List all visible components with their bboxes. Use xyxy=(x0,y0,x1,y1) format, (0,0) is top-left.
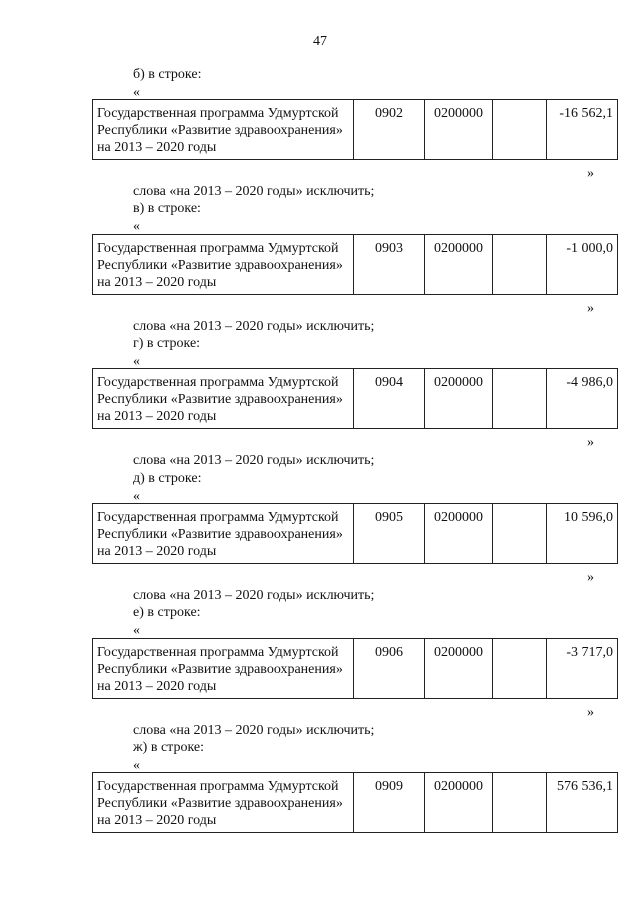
amount-cell: 10 596,0 xyxy=(547,504,618,564)
program-name-cell: Государственная программа Удмуртской Республики «Развитие здравоохранения» на 2013 – 2020 годы xyxy=(93,639,354,699)
open-quote: « xyxy=(133,489,140,504)
entry-heading: в) в строке: xyxy=(133,201,201,216)
expense-type-cell xyxy=(493,773,547,833)
expense-type-cell xyxy=(493,100,547,160)
table-row xyxy=(93,504,618,564)
close-quote: » xyxy=(587,435,594,450)
page-number: 47 xyxy=(313,34,327,49)
amount-cell: -3 717,0 xyxy=(547,639,618,699)
delete-instruction: слова «на 2013 – 2020 годы» исключить; xyxy=(133,319,375,334)
delete-instruction: слова «на 2013 – 2020 годы» исключить; xyxy=(133,723,375,738)
close-quote: » xyxy=(587,301,594,316)
program-name-cell: Государственная программа Удмуртской Республики «Развитие здравоохранения» на 2013 – 2020 годы xyxy=(93,773,354,833)
table-row xyxy=(93,639,618,699)
program-name-cell: Государственная программа Удмуртской Республики «Развитие здравоохранения» на 2013 – 2020 годы xyxy=(93,100,354,160)
close-quote: » xyxy=(587,570,594,585)
section-code-cell: 0906 xyxy=(354,639,425,699)
target-code-cell: 0200000 xyxy=(425,504,493,564)
section-code-cell: 0903 xyxy=(354,235,425,295)
section-code-cell: 0904 xyxy=(354,369,425,429)
budget-table xyxy=(92,368,618,429)
table-row xyxy=(93,235,618,295)
budget-table xyxy=(92,772,618,833)
open-quote: « xyxy=(133,758,140,773)
amount-cell: 576 536,1 xyxy=(547,773,618,833)
open-quote: « xyxy=(133,219,140,234)
entry-heading: е) в строке: xyxy=(133,605,201,620)
section-code-cell: 0902 xyxy=(354,100,425,160)
delete-instruction: слова «на 2013 – 2020 годы» исключить; xyxy=(133,588,375,603)
open-quote: « xyxy=(133,354,140,369)
budget-table xyxy=(92,638,618,699)
program-name-cell: Государственная программа Удмуртской Республики «Развитие здравоохранения» на 2013 – 2020 годы xyxy=(93,235,354,295)
open-quote: « xyxy=(133,623,140,638)
amount-cell: -4 986,0 xyxy=(547,369,618,429)
table-row xyxy=(93,369,618,429)
delete-instruction: слова «на 2013 – 2020 годы» исключить; xyxy=(133,453,375,468)
expense-type-cell xyxy=(493,369,547,429)
open-quote: « xyxy=(133,85,140,100)
expense-type-cell xyxy=(493,504,547,564)
target-code-cell: 0200000 xyxy=(425,235,493,295)
budget-table xyxy=(92,99,618,160)
target-code-cell: 0200000 xyxy=(425,773,493,833)
expense-type-cell xyxy=(493,639,547,699)
target-code-cell: 0200000 xyxy=(425,100,493,160)
target-code-cell: 0200000 xyxy=(425,639,493,699)
close-quote: » xyxy=(587,166,594,181)
table-row xyxy=(93,773,618,833)
target-code-cell: 0200000 xyxy=(425,369,493,429)
table-row xyxy=(93,100,618,160)
budget-table xyxy=(92,234,618,295)
program-name-cell: Государственная программа Удмуртской Республики «Развитие здравоохранения» на 2013 – 2020 годы xyxy=(93,369,354,429)
amount-cell: -16 562,1 xyxy=(547,100,618,160)
entry-heading: б) в строке: xyxy=(133,67,202,82)
entry-heading: г) в строке: xyxy=(133,336,201,351)
close-quote: » xyxy=(587,705,594,720)
delete-instruction: слова «на 2013 – 2020 годы» исключить; xyxy=(133,184,375,199)
budget-table xyxy=(92,503,618,564)
expense-type-cell xyxy=(493,235,547,295)
section-code-cell: 0909 xyxy=(354,773,425,833)
entry-heading: д) в строке: xyxy=(133,471,202,486)
program-name-cell: Государственная программа Удмуртской Республики «Развитие здравоохранения» на 2013 – 2020 годы xyxy=(93,504,354,564)
entry-heading: ж) в строке: xyxy=(133,740,205,755)
amount-cell: -1 000,0 xyxy=(547,235,618,295)
section-code-cell: 0905 xyxy=(354,504,425,564)
